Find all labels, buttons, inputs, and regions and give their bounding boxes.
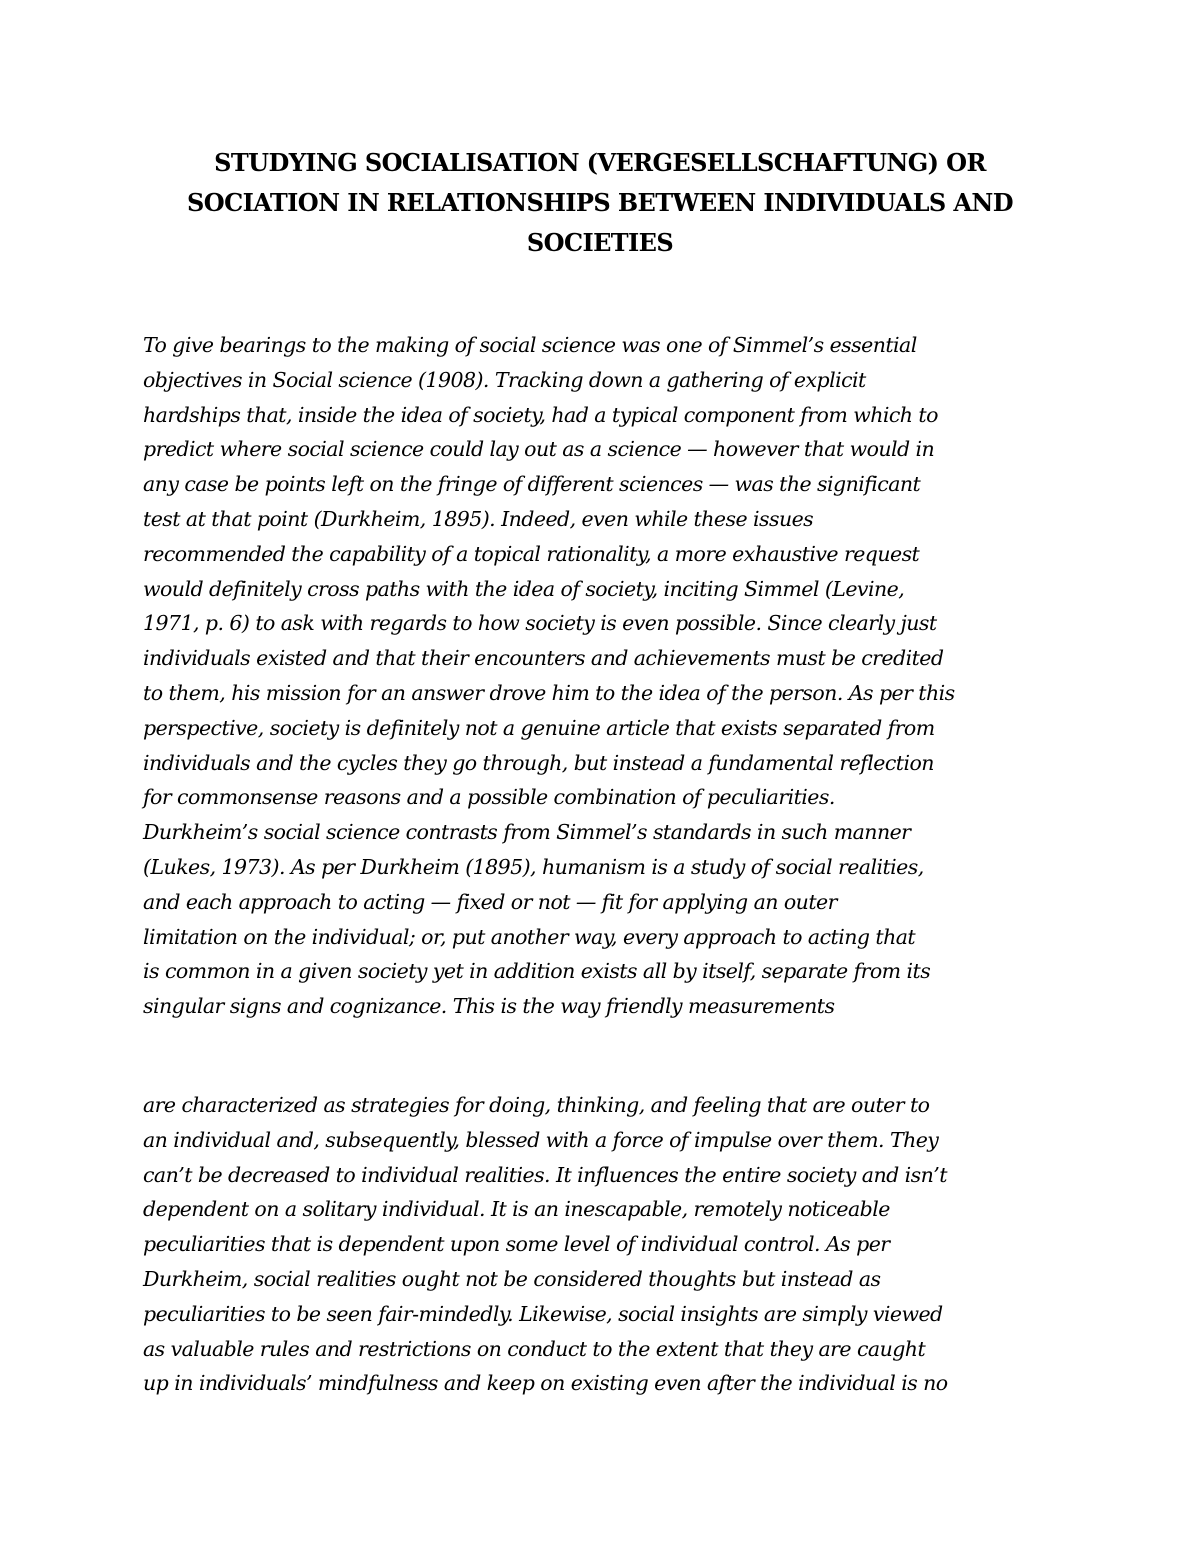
- text-line: perspective, society is definitely not a genuine article that exists separated from: [143, 715, 935, 740]
- title-line: SOCIETIES: [526, 228, 674, 257]
- text-line: recommended the capability of a topical rationality, a more exhaustive request: [143, 541, 920, 566]
- text-line: would definitely cross paths with the idea of society, inciting Simmel (Levine,: [143, 576, 905, 601]
- text-line: for commonsense reasons and a possible combination of peculiarities.: [143, 785, 835, 810]
- text-line: any case be points left on the fringe of different sciences — was the significant: [143, 472, 921, 497]
- title-line: STUDYING SOCIALISATION (VERGESELLSCHAFTUNG) OR: [214, 148, 986, 177]
- text-line: predict where social science could lay out as a science — however that would in: [143, 437, 935, 462]
- text-line: individuals and the cycles they go through, but instead a fundamental reflection: [143, 750, 934, 775]
- text-line: peculiarities that is dependent upon some level of individual control. As per: [143, 1232, 890, 1257]
- text-line: dependent on a solitary individual. It is an inescapable, remotely noticeable: [143, 1197, 890, 1222]
- text-line: up in individuals’ mindfulness and keep on existing even after the individual is no: [143, 1371, 948, 1396]
- text-line: 1971, p. 6) to ask with regards to how society is even possible. Since clearly just: [143, 611, 937, 636]
- text-line: Durkheim’s social science contrasts from Simmel’s standards in such manner: [143, 820, 911, 845]
- text-line: as valuable rules and restrictions on conduct to the extent that they are caught: [143, 1336, 926, 1361]
- text-line: hardships that, inside the idea of society, had a typical component from which to: [143, 402, 938, 427]
- text-line: objectives in Social science (1908). Tracking down a gathering of explicit: [143, 367, 866, 392]
- text-line: an individual and, subsequently, blessed with a force of impulse over them. They: [143, 1127, 939, 1152]
- title-line: SOCIATION IN RELATIONSHIPS BETWEEN INDIVIDUALS AND: [187, 188, 1013, 217]
- text-line: can’t be decreased to individual realities. It influences the entire society and isn’t: [143, 1162, 947, 1187]
- text-line: peculiarities to be seen fair-mindedly. Likewise, social insights are simply viewed: [143, 1301, 943, 1326]
- text-line: Durkheim, social realities ought not be considered thoughts but instead as: [143, 1266, 881, 1291]
- text-line: limitation on the individual; or, put another way, every approach to acting that: [143, 924, 916, 949]
- text-line: is common in a given society yet in addition exists all by itself, separate from its: [143, 959, 931, 984]
- text-line: singular signs and cognizance. This is the way friendly measurements: [143, 994, 835, 1019]
- document-title: [140, 143, 1060, 263]
- text-line: are characterized as strategies for doing, thinking, and feeling that are outer to: [143, 1093, 930, 1117]
- text-line: and each approach to acting — fixed or not — fit for applying an outer: [143, 889, 837, 914]
- body-paragraph-1: [143, 328, 1063, 1024]
- text-line: To give bearings to the making of social science was one of Simmel’s essential: [143, 333, 917, 357]
- text-line: individuals existed and that their encounters and achievements must be credited: [143, 646, 944, 671]
- text-line: (Lukes, 1973). As per Durkheim (1895), humanism is a study of social realities,: [143, 854, 924, 879]
- body-paragraph-2: [143, 1088, 1063, 1401]
- text-line: to them, his mission for an answer drove him to the idea of the person. As per this: [143, 680, 955, 705]
- text-line: test at that point (Durkheim, 1895). Indeed, even while these issues: [143, 506, 814, 531]
